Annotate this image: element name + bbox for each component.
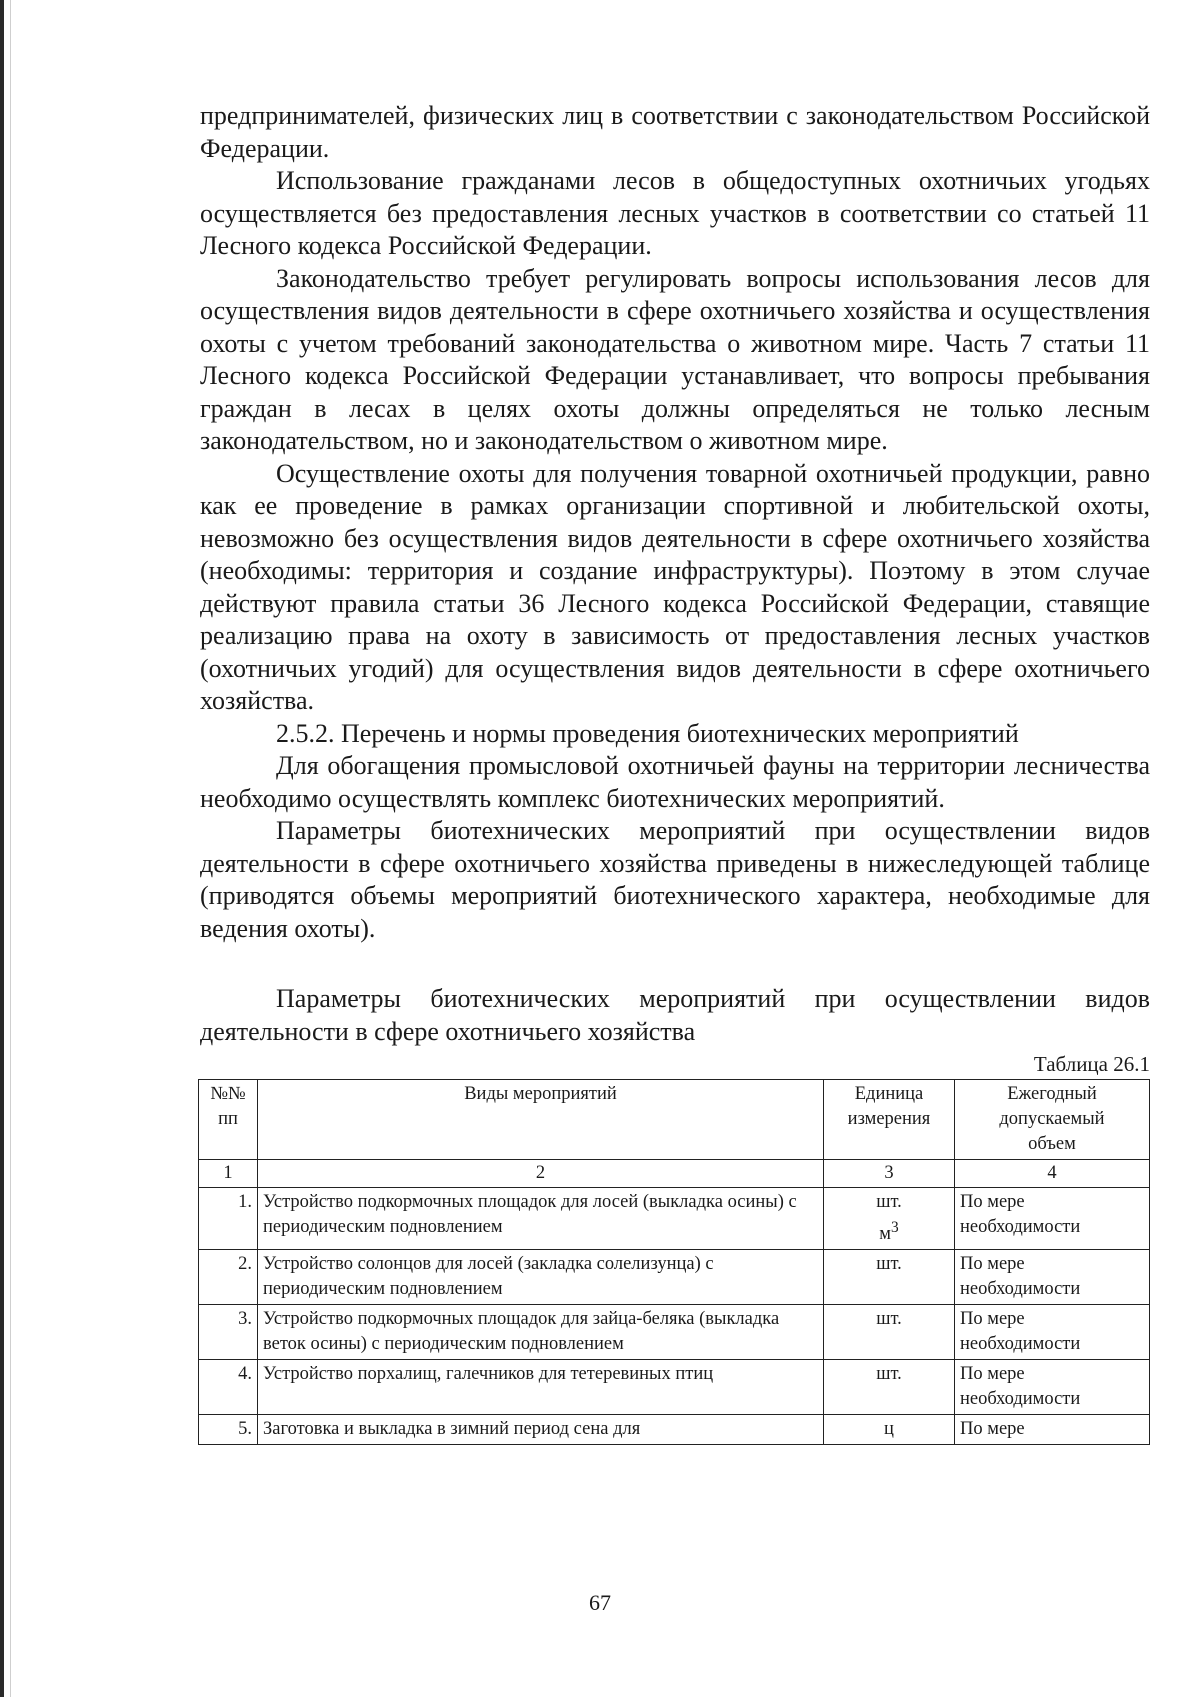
row-volume: По мере необходимости <box>955 1305 1150 1360</box>
table-number: Таблица 26.1 <box>1033 1052 1150 1076</box>
row-unit: ц <box>824 1415 955 1445</box>
row-type: Устройство порхалищ, галечников для тетеревиных птиц <box>258 1360 824 1415</box>
row-volume: По мере необходимости <box>955 1360 1150 1415</box>
column-index: 4 <box>955 1160 1150 1188</box>
paragraph: Осуществление охоты для получения товарной охотничьей продукции, равно как ее проведение в рамках организации спортивной и любительской охоты, невозможно без осуществления видов деятельности в сфере охотничьего хозяйства (необходимы: территория и создание инфраструктуры). Поэтому в этом случае действуют правила статьи 36 Лесного кодекса Российской Федерации, ставящие реализацию права на охоту в зависимость от предоставления лесных участков (охотничьих угодий) для осуществления видов деятельности в сфере охотничьего хозяйства. <box>200 458 1150 715</box>
table-row <box>199 1360 1150 1415</box>
row-num: 4. <box>199 1360 258 1415</box>
header-volume <box>955 1080 1150 1160</box>
row-num: 5. <box>199 1415 258 1445</box>
biotech-measures-table <box>198 1079 1150 1445</box>
row-type: Устройство подкормочных площадок для зайца-беляка (выкладка веток осины) с периодическим подновлением <box>258 1305 824 1360</box>
column-index-row <box>199 1160 1150 1188</box>
header-volume-line3: объем <box>1028 1134 1076 1154</box>
paragraph: Параметры биотехнических мероприятий при осуществлении видов деятельности в сфере охотничьего хозяйства приведены в нижеследующей таблице (приводятся объемы мероприятий биотехнического характера, необходимые для ведения охоты). <box>200 816 1150 943</box>
row-volume: По мере <box>955 1415 1150 1445</box>
header-type: Виды мероприятий <box>258 1080 824 1160</box>
table-row <box>199 1415 1150 1445</box>
page-number: 67 <box>589 1590 611 1615</box>
row-unit: шт. <box>824 1360 955 1415</box>
table-title: Параметры биотехнических мероприятий при осуществлении видов деятельности в сфере охотничьего хозяйства <box>200 984 1150 1046</box>
table-row <box>199 1305 1150 1360</box>
scan-left-edge <box>0 0 4 1697</box>
header-unit-line2: измерения <box>847 1109 931 1129</box>
header-num-line2: пп <box>218 1109 238 1129</box>
scan-left-shadow <box>10 0 11 1697</box>
row-unit-line1: шт. <box>876 1192 902 1212</box>
column-index: 1 <box>199 1160 258 1188</box>
paragraph: предпринимателей, физических лиц в соответствии с законодательством Российской Федерации. <box>200 101 1150 163</box>
row-volume: По мере необходимости <box>955 1188 1150 1250</box>
row-type: Устройство подкормочных площадок для лосей (выкладка осины) с периодическим подновлением <box>258 1188 824 1250</box>
table-row <box>199 1188 1150 1250</box>
header-num <box>199 1080 258 1160</box>
section-heading: 2.5.2. Перечень и нормы проведения биотехнических мероприятий <box>276 718 1019 748</box>
column-index: 2 <box>258 1160 824 1188</box>
row-unit-superscript: 3 <box>891 1219 899 1236</box>
table-header-row <box>199 1080 1150 1160</box>
paragraph: Законодательство требует регулировать вопросы использования лесов для осуществления видов деятельности в сфере охотничьего хозяйства и осуществления охоты с учетом требований законодательства о животном мире. Часть 7 статьи 11 Лесного кодекса Российской Федерации устанавливает, что вопросы пребывания граждан в лесах в целях охоты должны определяться не только лесным законодательством, но и законодательством о животном мире. <box>200 263 1150 455</box>
row-type: Устройство солонцов для лосей (закладка солелизунца) с периодическим подновлением <box>258 1250 824 1305</box>
paragraph: Для обогащения промысловой охотничьей фауны на территории лесничества необходимо осуществлять комплекс биотехнических мероприятий. <box>200 751 1150 813</box>
header-volume-line2: допускаемый <box>999 1109 1105 1129</box>
header-volume-line1: Ежегодный <box>1007 1084 1097 1104</box>
row-unit-line2: м <box>879 1224 891 1245</box>
header-unit <box>824 1080 955 1160</box>
row-num: 3. <box>199 1305 258 1360</box>
header-num-line1: №№ <box>210 1084 246 1104</box>
row-unit <box>824 1188 955 1250</box>
table-row <box>199 1250 1150 1305</box>
row-volume: По мере необходимости <box>955 1250 1150 1305</box>
column-index: 3 <box>824 1160 955 1188</box>
document-body <box>200 100 1150 1445</box>
row-type: Заготовка и выкладка в зимний период сена для <box>258 1415 824 1445</box>
row-unit: шт. <box>824 1305 955 1360</box>
row-unit: шт. <box>824 1250 955 1305</box>
header-unit-line1: Единица <box>854 1084 924 1104</box>
row-num: 2. <box>199 1250 258 1305</box>
paragraph: Использование гражданами лесов в общедоступных охотничьих угодьях осуществляется без предоставления лесных участков в соответствии со статьей 11 Лесного кодекса Российской Федерации. <box>200 166 1150 260</box>
row-num: 1. <box>199 1188 258 1250</box>
